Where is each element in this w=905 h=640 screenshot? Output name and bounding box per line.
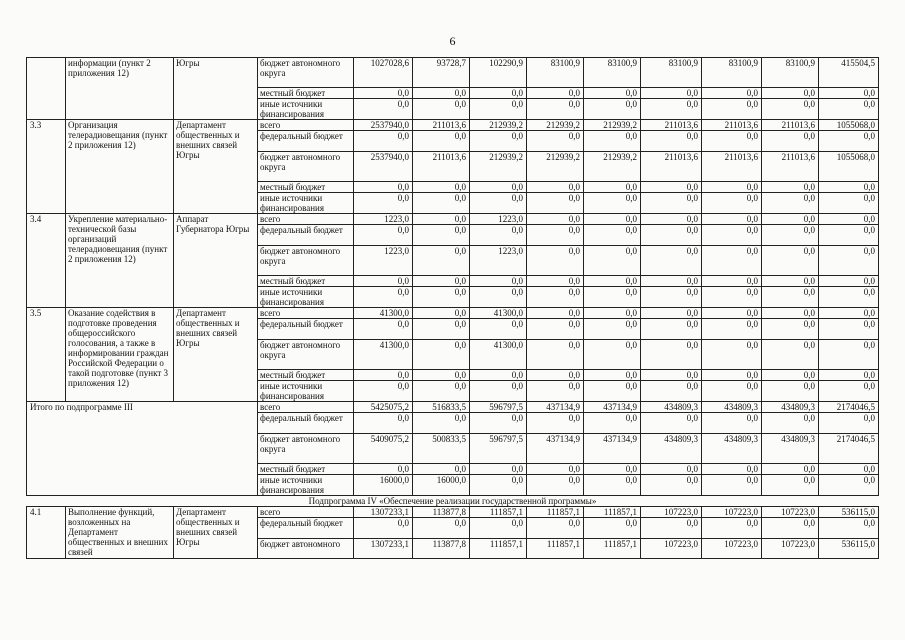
amount-cell: 111857,1: [470, 539, 527, 559]
amount-cell: 0,0: [470, 464, 527, 475]
amount-cell: 0,0: [762, 88, 819, 99]
funding-source: иные источники финансирования: [258, 381, 354, 402]
funding-source: бюджет автономного: [258, 539, 354, 559]
amount-cell: 0,0: [641, 99, 702, 120]
amount-cell: 0,0: [584, 88, 641, 99]
page-number: 6: [449, 34, 456, 48]
funding-source: местный бюджет: [258, 464, 354, 475]
amount-cell: 0,0: [470, 276, 527, 287]
amount-cell: 0,0: [413, 193, 470, 214]
amount-cell: 0,0: [641, 182, 702, 193]
amount-cell: 0,0: [762, 413, 819, 434]
amount-cell: 211013,6: [762, 152, 819, 182]
amount-cell: 0,0: [584, 319, 641, 340]
amount-cell: 41300,0: [470, 340, 527, 370]
amount-cell: 1223,0: [470, 214, 527, 225]
amount-cell: 0,0: [584, 475, 641, 496]
subtotal-label: Итого по подпрограмме III: [27, 402, 258, 496]
amount-cell: 596797,5: [470, 434, 527, 464]
amount-cell: 0,0: [762, 381, 819, 402]
amount-cell: 0,0: [762, 475, 819, 496]
amount-cell: 83100,9: [762, 58, 819, 88]
amount-cell: 212939,2: [584, 120, 641, 131]
funding-source: всего: [258, 214, 354, 225]
table-row: [27, 308, 879, 319]
amount-cell: 0,0: [413, 381, 470, 402]
amount-cell: 41300,0: [354, 340, 413, 370]
amount-cell: 0,0: [584, 308, 641, 319]
amount-cell: 2174046,5: [819, 434, 879, 464]
amount-cell: 0,0: [470, 381, 527, 402]
amount-cell: 0,0: [470, 131, 527, 152]
amount-cell: 0,0: [413, 225, 470, 246]
funding-source: федеральный бюджет: [258, 413, 354, 434]
amount-cell: 0,0: [470, 319, 527, 340]
amount-cell: 111857,1: [470, 507, 527, 518]
amount-cell: 0,0: [354, 464, 413, 475]
table-row: [27, 58, 879, 88]
amount-cell: 0,0: [819, 99, 879, 120]
amount-cell: 212939,2: [527, 152, 584, 182]
amount-cell: 41300,0: [354, 308, 413, 319]
funding-source: иные источники финансирования: [258, 475, 354, 496]
funding-source: всего: [258, 308, 354, 319]
table-row: [27, 402, 879, 413]
amount-cell: 0,0: [470, 287, 527, 308]
amount-cell: 0,0: [527, 225, 584, 246]
amount-cell: 0,0: [527, 287, 584, 308]
amount-cell: 0,0: [470, 413, 527, 434]
funding-source: всего: [258, 402, 354, 413]
amount-cell: 0,0: [641, 131, 702, 152]
amount-cell: 0,0: [584, 340, 641, 370]
amount-cell: 0,0: [641, 381, 702, 402]
amount-cell: 107223,0: [641, 507, 702, 518]
amount-cell: 0,0: [819, 464, 879, 475]
amount-cell: 107223,0: [702, 507, 762, 518]
amount-cell: 2174046,5: [819, 402, 879, 413]
amount-cell: 0,0: [702, 287, 762, 308]
amount-cell: 0,0: [584, 214, 641, 225]
amount-cell: 0,0: [584, 370, 641, 381]
funding-source: местный бюджет: [258, 88, 354, 99]
amount-cell: 0,0: [819, 475, 879, 496]
amount-cell: 0,0: [354, 276, 413, 287]
amount-cell: 0,0: [702, 308, 762, 319]
amount-cell: 0,0: [702, 319, 762, 340]
amount-cell: 1027028,6: [354, 58, 413, 88]
amount-cell: 0,0: [527, 131, 584, 152]
amount-cell: 107223,0: [762, 507, 819, 518]
amount-cell: 0,0: [527, 308, 584, 319]
amount-cell: 0,0: [584, 225, 641, 246]
amount-cell: 0,0: [354, 319, 413, 340]
amount-cell: 1223,0: [354, 246, 413, 276]
amount-cell: 1055068,0: [819, 152, 879, 182]
amount-cell: 0,0: [413, 464, 470, 475]
amount-cell: 113877,8: [413, 539, 470, 559]
amount-cell: 0,0: [354, 518, 413, 539]
amount-cell: 2537940,0: [354, 120, 413, 131]
activity-name: информации (пункт 2 приложения 12): [66, 58, 174, 120]
amount-cell: 0,0: [819, 246, 879, 276]
amount-cell: 107223,0: [641, 539, 702, 559]
amount-cell: 0,0: [641, 413, 702, 434]
amount-cell: 0,0: [354, 131, 413, 152]
activity-name: Оказание содействия в подготовке проведения общероссийского голосования, а также в информировании граждан Российской Федерации о такой подготовке (пункт 3 приложения 12): [66, 308, 174, 402]
amount-cell: 0,0: [762, 193, 819, 214]
amount-cell: 0,0: [584, 99, 641, 120]
amount-cell: 0,0: [413, 99, 470, 120]
amount-cell: 0,0: [354, 225, 413, 246]
budget-table: [26, 57, 879, 559]
amount-cell: 434809,3: [702, 402, 762, 413]
amount-cell: 0,0: [470, 182, 527, 193]
amount-cell: 0,0: [527, 518, 584, 539]
amount-cell: 16000,0: [354, 475, 413, 496]
funding-source: местный бюджет: [258, 370, 354, 381]
funding-source: всего: [258, 507, 354, 518]
funding-source: местный бюджет: [258, 182, 354, 193]
amount-cell: 536115,0: [819, 507, 879, 518]
amount-cell: 0,0: [354, 287, 413, 308]
amount-cell: 0,0: [413, 518, 470, 539]
amount-cell: 1223,0: [354, 214, 413, 225]
amount-cell: 415504,5: [819, 58, 879, 88]
amount-cell: 0,0: [762, 182, 819, 193]
amount-cell: 0,0: [762, 370, 819, 381]
amount-cell: 0,0: [702, 246, 762, 276]
table-body: [27, 58, 879, 559]
amount-cell: 0,0: [702, 381, 762, 402]
amount-cell: 212939,2: [527, 120, 584, 131]
amount-cell: 434809,3: [702, 434, 762, 464]
amount-cell: 111857,1: [527, 507, 584, 518]
amount-cell: 0,0: [762, 518, 819, 539]
amount-cell: 437134,9: [527, 402, 584, 413]
amount-cell: 1223,0: [470, 246, 527, 276]
amount-cell: 0,0: [702, 475, 762, 496]
amount-cell: 0,0: [702, 99, 762, 120]
funding-source: федеральный бюджет: [258, 518, 354, 539]
activity-name: Укрепление материально-технической базы организаций телерадиовещания (пункт 2 приложения 12): [66, 214, 174, 308]
amount-cell: 0,0: [819, 518, 879, 539]
amount-cell: 0,0: [819, 319, 879, 340]
amount-cell: 0,0: [819, 182, 879, 193]
amount-cell: 0,0: [641, 340, 702, 370]
amount-cell: 500833,5: [413, 434, 470, 464]
amount-cell: 0,0: [413, 308, 470, 319]
responsible-org: Аппарат Губернатора Югры: [174, 214, 258, 308]
funding-source: бюджет автономного округа: [258, 434, 354, 464]
funding-source: бюджет автономного округа: [258, 58, 354, 88]
amount-cell: 0,0: [354, 193, 413, 214]
amount-cell: 0,0: [762, 131, 819, 152]
funding-source: местный бюджет: [258, 276, 354, 287]
amount-cell: 0,0: [470, 518, 527, 539]
amount-cell: 0,0: [702, 131, 762, 152]
amount-cell: 596797,5: [470, 402, 527, 413]
amount-cell: 83100,9: [527, 58, 584, 88]
funding-source: бюджет автономного округа: [258, 340, 354, 370]
amount-cell: 0,0: [819, 193, 879, 214]
amount-cell: 0,0: [413, 182, 470, 193]
amount-cell: 0,0: [702, 182, 762, 193]
funding-source: всего: [258, 120, 354, 131]
amount-cell: 0,0: [762, 225, 819, 246]
amount-cell: 0,0: [819, 370, 879, 381]
amount-cell: 0,0: [641, 225, 702, 246]
amount-cell: 0,0: [470, 88, 527, 99]
amount-cell: 434809,3: [762, 434, 819, 464]
table-row: [27, 120, 879, 131]
amount-cell: 0,0: [641, 475, 702, 496]
amount-cell: 0,0: [702, 518, 762, 539]
amount-cell: 0,0: [527, 340, 584, 370]
amount-cell: 0,0: [702, 214, 762, 225]
amount-cell: 0,0: [354, 88, 413, 99]
amount-cell: 5409075,2: [354, 434, 413, 464]
amount-cell: 0,0: [354, 99, 413, 120]
amount-cell: 434809,3: [641, 434, 702, 464]
amount-cell: 0,0: [527, 413, 584, 434]
funding-source: федеральный бюджет: [258, 319, 354, 340]
subprogram-heading: Подпрограмма IV «Обеспечение реализации государственной программы»: [27, 496, 879, 507]
responsible-org: Департамент общественных и внешних связей Югры: [174, 120, 258, 214]
amount-cell: 83100,9: [584, 58, 641, 88]
amount-cell: 0,0: [354, 182, 413, 193]
amount-cell: 0,0: [584, 182, 641, 193]
amount-cell: 0,0: [584, 276, 641, 287]
amount-cell: 0,0: [470, 225, 527, 246]
amount-cell: 0,0: [641, 319, 702, 340]
amount-cell: 0,0: [413, 276, 470, 287]
amount-cell: 211013,6: [762, 120, 819, 131]
funding-source: бюджет автономного округа: [258, 246, 354, 276]
amount-cell: 0,0: [413, 340, 470, 370]
amount-cell: 0,0: [584, 464, 641, 475]
amount-cell: 0,0: [762, 464, 819, 475]
amount-cell: 113877,8: [413, 507, 470, 518]
amount-cell: 2537940,0: [354, 152, 413, 182]
amount-cell: 211013,6: [413, 152, 470, 182]
item-number: 3.3: [27, 120, 66, 214]
amount-cell: 0,0: [762, 214, 819, 225]
amount-cell: 0,0: [413, 88, 470, 99]
amount-cell: 212939,2: [470, 152, 527, 182]
amount-cell: 0,0: [527, 370, 584, 381]
table-row: [27, 214, 879, 225]
amount-cell: 102290,9: [470, 58, 527, 88]
amount-cell: 536115,0: [819, 539, 879, 559]
item-number: [27, 58, 66, 120]
amount-cell: 0,0: [819, 287, 879, 308]
responsible-org: Югры: [174, 58, 258, 120]
amount-cell: 0,0: [584, 518, 641, 539]
amount-cell: 0,0: [641, 308, 702, 319]
amount-cell: 0,0: [527, 99, 584, 120]
amount-cell: 0,0: [527, 214, 584, 225]
amount-cell: 0,0: [413, 319, 470, 340]
amount-cell: 0,0: [702, 225, 762, 246]
amount-cell: 0,0: [354, 370, 413, 381]
activity-name: Выполнение функций, возложенных на Департамент общественных и внешних связей: [66, 507, 174, 559]
amount-cell: 0,0: [584, 381, 641, 402]
funding-source: иные источники финансирования: [258, 287, 354, 308]
amount-cell: 0,0: [527, 464, 584, 475]
amount-cell: 0,0: [354, 381, 413, 402]
amount-cell: 0,0: [641, 464, 702, 475]
amount-cell: 437134,9: [527, 434, 584, 464]
amount-cell: 1055068,0: [819, 120, 879, 131]
amount-cell: 0,0: [527, 193, 584, 214]
amount-cell: 0,0: [762, 340, 819, 370]
amount-cell: 16000,0: [413, 475, 470, 496]
amount-cell: 111857,1: [527, 539, 584, 559]
amount-cell: 0,0: [584, 287, 641, 308]
item-number: 3.5: [27, 308, 66, 402]
amount-cell: 0,0: [762, 99, 819, 120]
amount-cell: 0,0: [641, 276, 702, 287]
amount-cell: 111857,1: [584, 507, 641, 518]
amount-cell: 0,0: [527, 246, 584, 276]
amount-cell: 0,0: [413, 214, 470, 225]
amount-cell: 0,0: [819, 88, 879, 99]
amount-cell: 0,0: [819, 308, 879, 319]
activity-name: Организация телерадиовещания (пункт 2 приложения 12): [66, 120, 174, 214]
amount-cell: 0,0: [527, 319, 584, 340]
amount-cell: 0,0: [819, 340, 879, 370]
amount-cell: 0,0: [584, 413, 641, 434]
amount-cell: 434809,3: [641, 402, 702, 413]
amount-cell: 0,0: [702, 193, 762, 214]
amount-cell: 1307233,1: [354, 539, 413, 559]
amount-cell: 0,0: [413, 246, 470, 276]
amount-cell: 0,0: [354, 413, 413, 434]
amount-cell: 0,0: [470, 193, 527, 214]
amount-cell: 0,0: [819, 413, 879, 434]
amount-cell: 0,0: [527, 475, 584, 496]
amount-cell: 0,0: [413, 131, 470, 152]
amount-cell: 0,0: [584, 193, 641, 214]
funding-source: иные источники финансирования: [258, 193, 354, 214]
amount-cell: 211013,6: [702, 120, 762, 131]
amount-cell: 0,0: [527, 88, 584, 99]
subprogram-heading-row: [27, 496, 879, 507]
funding-source: иные источники финансирования: [258, 99, 354, 120]
amount-cell: 0,0: [762, 308, 819, 319]
table-row: [27, 507, 879, 518]
amount-cell: 0,0: [641, 370, 702, 381]
amount-cell: 0,0: [641, 246, 702, 276]
amount-cell: 0,0: [702, 464, 762, 475]
amount-cell: 0,0: [413, 287, 470, 308]
amount-cell: 211013,6: [702, 152, 762, 182]
amount-cell: 0,0: [641, 518, 702, 539]
amount-cell: 0,0: [819, 381, 879, 402]
amount-cell: 0,0: [819, 276, 879, 287]
amount-cell: 0,0: [702, 88, 762, 99]
amount-cell: 0,0: [527, 182, 584, 193]
amount-cell: 0,0: [702, 276, 762, 287]
amount-cell: 83100,9: [702, 58, 762, 88]
amount-cell: 0,0: [470, 99, 527, 120]
amount-cell: 0,0: [413, 413, 470, 434]
amount-cell: 0,0: [819, 225, 879, 246]
amount-cell: 0,0: [641, 287, 702, 308]
amount-cell: 0,0: [641, 88, 702, 99]
amount-cell: 0,0: [470, 475, 527, 496]
amount-cell: 0,0: [762, 276, 819, 287]
responsible-org: Департамент общественных и внешних связей Югры: [174, 308, 258, 402]
amount-cell: 0,0: [819, 214, 879, 225]
amount-cell: 434809,3: [762, 402, 819, 413]
amount-cell: 0,0: [413, 370, 470, 381]
amount-cell: 0,0: [641, 193, 702, 214]
amount-cell: 437134,9: [584, 434, 641, 464]
responsible-org: Департамент общественных и внешних связей Югры: [174, 507, 258, 559]
amount-cell: 0,0: [702, 413, 762, 434]
amount-cell: 0,0: [762, 287, 819, 308]
amount-cell: 0,0: [584, 131, 641, 152]
amount-cell: 516833,5: [413, 402, 470, 413]
amount-cell: 0,0: [702, 340, 762, 370]
amount-cell: 211013,6: [413, 120, 470, 131]
funding-source: федеральный бюджет: [258, 131, 354, 152]
amount-cell: 93728,7: [413, 58, 470, 88]
funding-source: федеральный бюджет: [258, 225, 354, 246]
amount-cell: 0,0: [762, 319, 819, 340]
amount-cell: 0,0: [527, 276, 584, 287]
amount-cell: 212939,2: [470, 120, 527, 131]
amount-cell: 211013,6: [641, 120, 702, 131]
amount-cell: 1307233,1: [354, 507, 413, 518]
amount-cell: 41300,0: [470, 308, 527, 319]
item-number: 4.1: [27, 507, 66, 559]
amount-cell: 107223,0: [762, 539, 819, 559]
amount-cell: 5425075,2: [354, 402, 413, 413]
amount-cell: 83100,9: [641, 58, 702, 88]
amount-cell: 437134,9: [584, 402, 641, 413]
amount-cell: 212939,2: [584, 152, 641, 182]
amount-cell: 0,0: [641, 214, 702, 225]
amount-cell: 0,0: [762, 246, 819, 276]
amount-cell: 107223,0: [702, 539, 762, 559]
amount-cell: 211013,6: [641, 152, 702, 182]
item-number: 3.4: [27, 214, 66, 308]
amount-cell: 0,0: [527, 381, 584, 402]
amount-cell: 0,0: [702, 370, 762, 381]
amount-cell: 0,0: [584, 246, 641, 276]
amount-cell: 111857,1: [584, 539, 641, 559]
amount-cell: 0,0: [470, 370, 527, 381]
amount-cell: 0,0: [819, 131, 879, 152]
funding-source: бюджет автономного округа: [258, 152, 354, 182]
